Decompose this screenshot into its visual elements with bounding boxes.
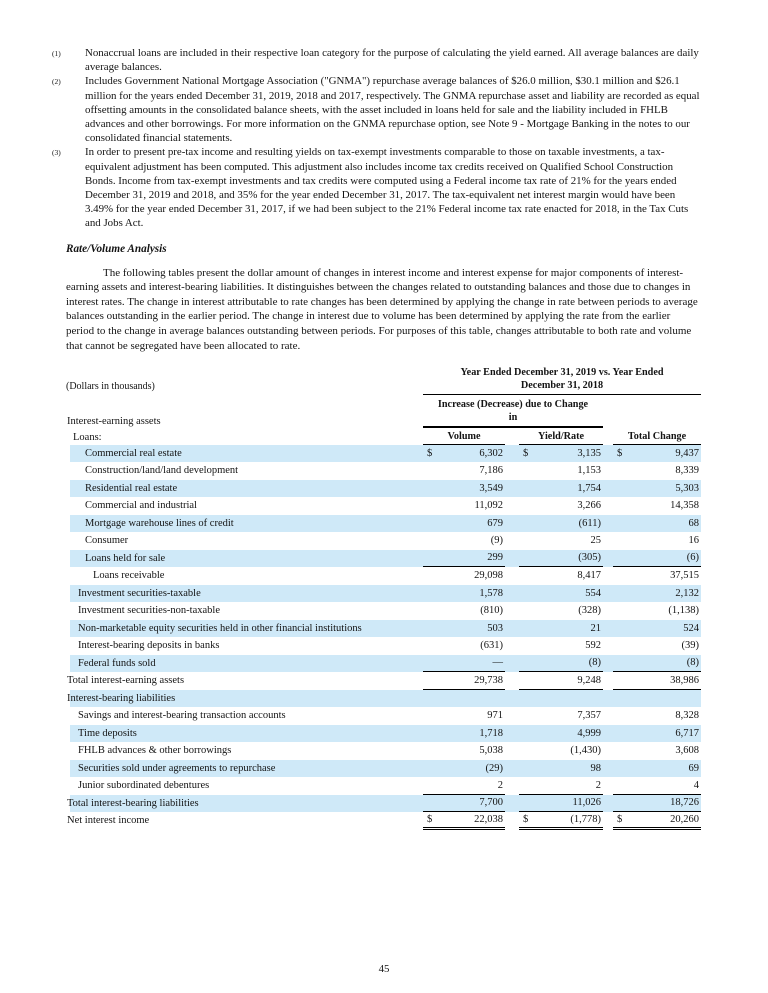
cell-value: (6) [686,552,699,564]
cell-volume [423,497,505,515]
cell-value: 7,357 [577,710,601,722]
cell-value: (9) [490,535,503,547]
cell-value: 22,038 [474,813,503,825]
cell-value: (305) [578,552,601,564]
dollar-sign: $ [523,447,529,459]
footnote [52,74,701,145]
column-gap [603,462,613,480]
cell-yield_rate [519,462,603,480]
row-label: Total interest-bearing liabilities [67,797,199,809]
table-header-row-change [66,399,701,427]
table-row [66,480,701,498]
column-gap [505,602,519,620]
dollar-sign: $ [617,447,623,459]
row-label: FHLB advances & other borrowings [78,745,232,757]
cell-value: (1,778) [570,813,601,825]
cell-yield_rate [519,812,603,830]
row-label: Mortgage warehouse lines of credit [85,517,234,529]
cell-total [613,602,701,620]
column-gap [603,725,613,743]
cell-value: (1,138) [668,605,699,617]
cell-volume [423,690,505,708]
row-label: Junior subordinated debentures [78,780,210,792]
row-label: Savings and interest-bearing transaction accounts [78,710,286,722]
column-gap [505,812,519,830]
cell-value: (8) [686,657,699,669]
table-row [66,567,701,585]
column-gap [603,742,613,760]
cell-value: (611) [578,517,601,529]
cell-value: 503 [487,622,503,634]
row-label: Loans receivable [93,570,165,582]
column-gap [603,532,613,550]
table-row [66,655,701,673]
cell-volume [423,795,505,813]
cell-volume [423,655,505,673]
column-gap [505,497,519,515]
cell-value: 4,999 [577,727,601,739]
cell-volume [423,707,505,725]
cell-volume [423,760,505,778]
cell-value: (631) [480,640,503,652]
column-gap [603,777,613,795]
cell-value: 3,135 [577,447,601,459]
table-row [66,620,701,638]
cell-value: (1,430) [570,745,601,757]
cell-value: 9,248 [577,674,601,686]
row-label: Time deposits [78,727,137,739]
table-row [66,725,701,743]
cell-volume [423,620,505,638]
table-row [66,462,701,480]
cell-volume [423,532,505,550]
column-gap [505,672,519,690]
table-row [66,812,701,830]
cell-value: 16 [688,535,699,547]
table-row [66,690,701,708]
cell-total [613,725,701,743]
loans-label: Loans: [73,431,102,443]
row-label: Non-marketable equity securities held in other financial institutions [78,622,362,634]
table-body [66,445,701,830]
cell-value: 6,302 [479,447,503,459]
column-gap [603,515,613,533]
cell-total [613,637,701,655]
table-row [66,707,701,725]
table-row [66,532,701,550]
cell-yield_rate [519,532,603,550]
cell-total [613,497,701,515]
cell-value: (810) [480,605,503,617]
cell-value: 5,303 [675,482,699,494]
cell-volume [423,742,505,760]
cell-total [613,742,701,760]
cell-volume [423,777,505,795]
cell-yield_rate [519,707,603,725]
footnote [52,145,701,230]
change-header-line2: in [508,411,518,423]
cell-total [613,585,701,603]
column-gap [603,497,613,515]
cell-value: 69 [688,762,699,774]
cell-yield_rate [519,497,603,515]
table-row [66,760,701,778]
table-row [66,445,701,463]
change-header-line1: Increase (Decrease) due to Change [437,399,589,411]
column-gap [505,515,519,533]
cell-value: 1,578 [479,587,503,599]
table-row [66,515,701,533]
column-gap [603,550,613,568]
column-gap [505,567,519,585]
dollar-sign: $ [523,813,529,825]
cell-total [613,480,701,498]
row-label: Interest-bearing deposits in banks [78,640,220,652]
cell-volume [423,725,505,743]
column-gap [603,567,613,585]
change-header-spacer [603,399,701,427]
cell-value: 7,700 [479,797,503,809]
cell-volume [423,585,505,603]
cell-value: 299 [487,552,503,564]
cell-value: — [492,657,503,669]
interest-earning-assets-label: Interest-earning assets [67,415,161,427]
cell-value: 2 [595,779,601,791]
cell-total [613,567,701,585]
cell-total [613,795,701,813]
cell-yield_rate [519,742,603,760]
cell-volume [423,445,505,463]
cell-total [613,672,701,690]
row-label: Federal funds sold [78,657,156,669]
cell-yield_rate [519,620,603,638]
dollar-sign: $ [427,813,433,825]
cell-yield_rate [519,672,603,690]
column-gap [505,655,519,673]
column-gap [505,480,519,498]
cell-total [613,777,701,795]
table-header-row-columns [66,431,701,445]
cell-yield_rate [519,585,603,603]
cell-yield_rate [519,480,603,498]
column-gap [505,795,519,813]
change-header [423,399,603,427]
footnote-text: Includes Government National Mortgage Association ("GNMA") repurchase average balances of $26.0 million, $30.1 million and $26.1 million for the years ended December 31, 2019, 2018 and 2017, respectively. The GNMA repurchase asset and liability are recorded as equal offsetting amounts in the consolidated balance sheets, with the asset included in loans held for sale and the liability included in FHLB advances and other borrowings. For more information on the GNMA repurchase option, see Note 9 - Mortgage Banking in the notes to our consolidated financial statements. [85,75,700,145]
row-label: Commercial and industrial [85,500,197,512]
table-row [66,795,701,813]
footnote-marker: (1) [52,49,61,58]
column-gap [505,462,519,480]
cell-value: 11,092 [474,500,503,512]
table-row [66,742,701,760]
footnote-marker: (2) [52,77,61,87]
cell-value: 8,328 [675,710,699,722]
period-header [423,367,701,395]
column-gap [603,655,613,673]
column-gap [603,760,613,778]
column-gap [505,777,519,795]
cell-value: 11,026 [572,797,601,809]
column-gap [505,550,519,568]
row-label: Consumer [85,535,129,547]
cell-value: (29) [485,762,503,774]
column-gap [505,445,519,463]
column-gap [603,707,613,725]
column-gap [603,585,613,603]
footnotes-section [52,46,701,231]
row-label: Construction/land/land development [85,465,239,477]
cell-volume [423,672,505,690]
column-gap [603,637,613,655]
column-gap [603,602,613,620]
column-gap [505,637,519,655]
cell-total [613,707,701,725]
footnote [52,46,701,74]
cell-value: 8,417 [577,570,601,582]
column-gap [603,795,613,813]
column-gap [505,690,519,708]
row-label: Commercial real estate [85,447,182,459]
cell-value: 6,717 [675,727,699,739]
footnote-text: In order to present pre-tax income and resulting yields on tax-exempt investments comparable to those on taxable investments, a tax-equivalent adjustment has been computed. This adjustment also includes income tax credits received on Qualified School Construction Bonds. Income from tax-exempt investments and tax credits were computed using a Federal income tax rate of 21% for the years ended December 31, 2019 and 2018, and 35% for the year ended December 31, 2017. The tax-equivalent net interest margin would have been 3.49% for the year ended December 31, 2017, if we had been subject to the 21% Federal income tax rate enacted for 2018, in the Tax Cuts and Jobs Act. [85,146,689,230]
cell-yield_rate [519,515,603,533]
cell-value: 21 [590,622,601,634]
row-label: Total interest-earning assets [67,675,185,687]
row-label: Securities sold under agreements to repurchase [78,762,276,774]
intro-paragraph: The following tables present the dollar amount of changes in interest income and interest expense for major components of interest-earning assets and interest-bearing liabilities. It distinguishes between the changes related to outstanding balances and those due to changes in interest rates. The change in interest attributable to rate changes has been determined by applying the change in rate between periods to average balances outstanding in the earlier period. The change in interest due to volume has been determined by applying the rate from the earlier period to the change in average balances outstanding between periods. For purposes of this table, changes attributable to both rate and volume that cannot be segregated have been allocated to rate. [66,266,698,352]
table-row [66,777,701,795]
cell-value: 29,098 [474,570,503,582]
cell-value: 5,038 [479,745,503,757]
table-row [66,550,701,568]
cell-value: 4 [693,779,699,791]
cell-value: 18,726 [670,797,699,809]
row-label: Loans held for sale [85,552,166,564]
period-header-line1: Year Ended December 31, 2019 vs. Year Ended [460,367,664,379]
column-gap [603,445,613,463]
cell-yield_rate [519,690,603,708]
table-row [66,602,701,620]
cell-value: (8) [588,657,601,669]
row-label: Investment securities-taxable [78,587,201,599]
cell-yield_rate [519,777,603,795]
cell-value: 3,608 [675,745,699,757]
column-header-total-change: Total Change [613,431,701,445]
cell-yield_rate [519,567,603,585]
cell-total [613,812,701,830]
table-row [66,637,701,655]
cell-volume [423,550,505,568]
cell-volume [423,812,505,830]
cell-value: 20,260 [670,813,699,825]
column-gap [505,742,519,760]
row-label: Investment securities-non-taxable [78,605,220,617]
dollar-sign: $ [427,447,433,459]
cell-value: 1,718 [479,727,503,739]
cell-volume [423,462,505,480]
cell-volume [423,637,505,655]
footnote-marker: (3) [52,148,61,158]
cell-total [613,760,701,778]
cell-value: 592 [585,640,601,652]
cell-total [613,550,701,568]
column-gap [505,760,519,778]
cell-value: 1,754 [577,482,601,494]
column-gap [603,480,613,498]
cell-total [613,532,701,550]
cell-volume [423,602,505,620]
cell-volume [423,480,505,498]
cell-yield_rate [519,725,603,743]
cell-volume [423,515,505,533]
cell-yield_rate [519,795,603,813]
cell-value: 1,153 [577,465,601,477]
cell-yield_rate [519,655,603,673]
table-header-row-period [66,367,701,395]
column-header-volume: Volume [423,431,505,445]
cell-value: 25 [590,535,601,547]
cell-volume [423,567,505,585]
dollar-sign: $ [617,813,623,825]
footnote-text: Nonaccrual loans are included in their respective loan category for the purpose of calculating the yield earned. All average balances are daily average balances. [85,47,699,74]
cell-value: 3,266 [577,500,601,512]
row-label: Interest-bearing liabilities [67,692,176,704]
column-gap [603,620,613,638]
period-header-line2: December 31, 2018 [520,379,604,391]
cell-value: 38,986 [670,674,699,686]
cell-value: 2,132 [675,587,699,599]
cell-total [613,655,701,673]
cell-yield_rate [519,760,603,778]
row-label: Net interest income [67,815,150,827]
column-gap [603,672,613,690]
cell-value: (39) [681,640,699,652]
cell-value: 971 [487,710,503,722]
cell-value: 3,549 [479,482,503,494]
cell-total [613,690,701,708]
cell-value: 98 [590,762,601,774]
column-gap [505,725,519,743]
cell-yield_rate [519,637,603,655]
column-header-yield-rate: Yield/Rate [519,431,603,445]
cell-value: 679 [487,517,503,529]
cell-value: 2 [497,779,503,791]
cell-value: 37,515 [670,570,699,582]
table-row [66,497,701,515]
column-gap [505,532,519,550]
cell-value: 7,186 [479,465,503,477]
column-gap [603,690,613,708]
column-gap [505,585,519,603]
column-gap [505,707,519,725]
rate-volume-table [66,367,701,829]
column-gap [505,620,519,638]
cell-value: 554 [585,587,601,599]
column-gap [505,431,519,445]
cell-yield_rate [519,445,603,463]
cell-value: 8,339 [675,465,699,477]
cell-value: 29,738 [474,674,503,686]
cell-total [613,462,701,480]
cell-total [613,620,701,638]
cell-yield_rate [519,550,603,568]
column-gap [603,431,613,445]
table-row [66,585,701,603]
cell-value: 524 [683,622,699,634]
row-label: Residential real estate [85,482,178,494]
cell-total [613,445,701,463]
table-row [66,672,701,690]
page-number: 45 [378,963,390,975]
cell-yield_rate [519,602,603,620]
cell-value: 9,437 [675,447,699,459]
section-heading: Rate/Volume Analysis [66,242,167,255]
units-label: (Dollars in thousands) [66,381,155,393]
cell-value: (328) [578,605,601,617]
column-gap [603,812,613,830]
cell-total [613,515,701,533]
cell-value: 14,358 [670,500,699,512]
cell-value: 68 [688,517,699,529]
